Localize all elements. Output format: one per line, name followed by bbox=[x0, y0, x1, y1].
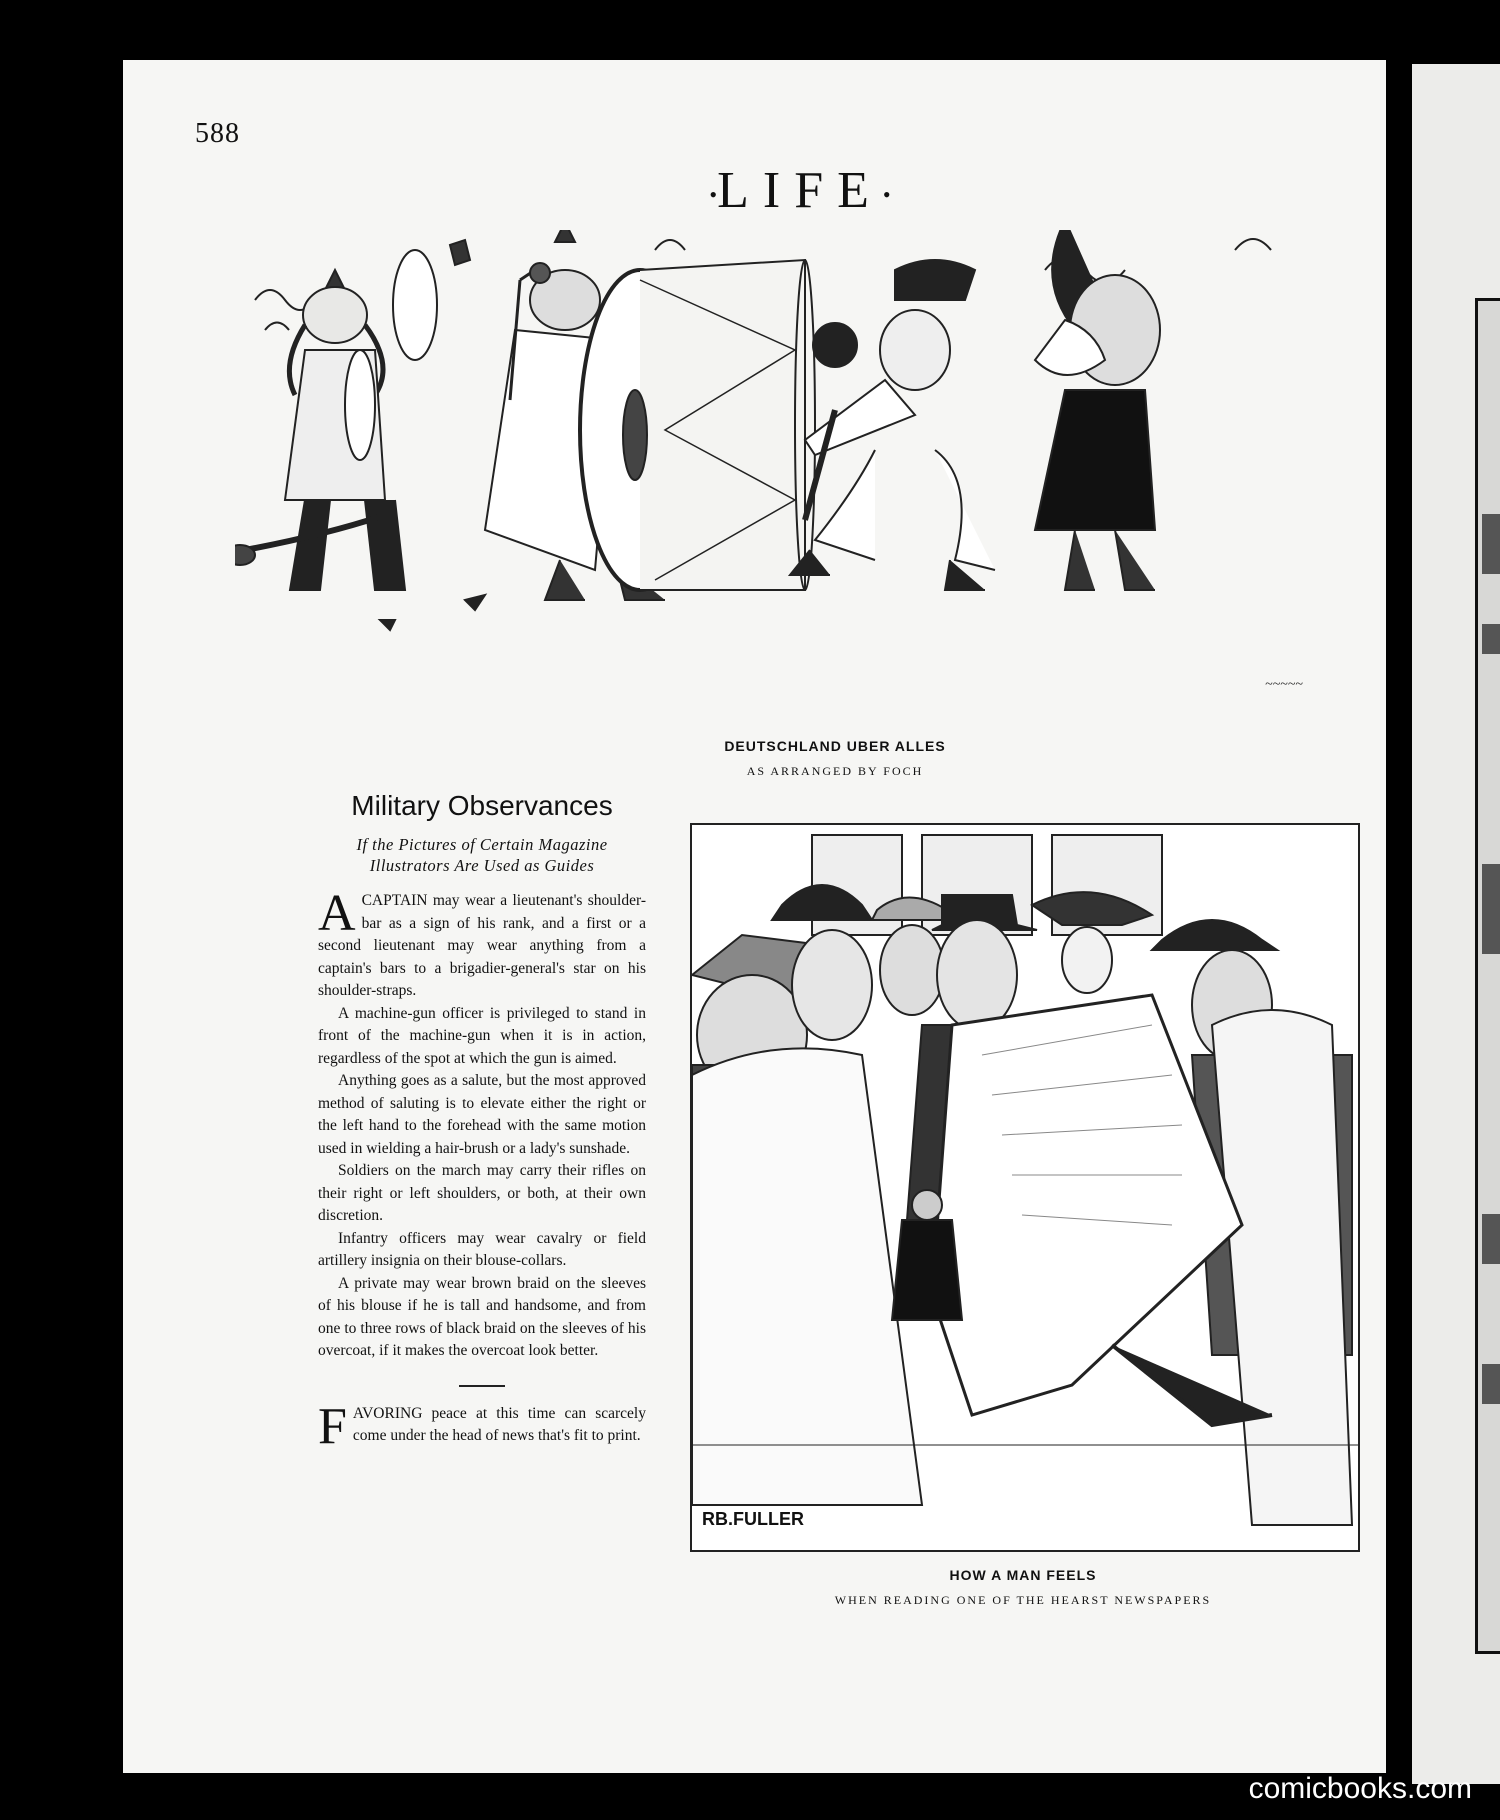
adjacent-page-edge bbox=[1412, 64, 1500, 1784]
page-number: 588 bbox=[195, 118, 240, 149]
article-dropcap: A bbox=[318, 885, 356, 942]
bottom-cartoon-caption-title: HOW A MAN FEELS bbox=[949, 1567, 1097, 1583]
bottom-cartoon-caption-subtitle: WHEN READING ONE OF THE HEARST NEWSPAPERS bbox=[834, 1593, 1212, 1607]
article-paragraph: Anything goes as a salute, but the most approved method of saluting is to elevate either the right or the left hand to the forehead with the same motion used in wielding a hair-brush or a lady's sunshade. bbox=[318, 1072, 646, 1157]
adjacent-page-illustration bbox=[1475, 298, 1500, 1654]
newspaper-cartoon-illustration bbox=[690, 823, 1360, 1552]
svg-text:~~~~~: ~~~~~ bbox=[1265, 677, 1303, 692]
article-paragraph: ACAPTAIN may wear a lieutenant's shoulder-bar as a sign of his rank, and a first or a second lieutenant may wear anything from a captain's bars to a brigadier-general's star on his shoulder-straps. bbox=[318, 885, 646, 999]
article-subtitle bbox=[318, 834, 646, 876]
article-subtitle-line-2: Illustrators Are Used as Guides bbox=[369, 856, 595, 875]
article-paragraph: Infantry officers may wear cavalry or field artillery insignia on their blouse-collars. bbox=[318, 1229, 646, 1269]
filler-paragraph: FAVORING peace at this time can scarcely come under the head of news that's fit to print. bbox=[318, 1397, 646, 1455]
article-military-observances bbox=[318, 790, 646, 1455]
watermark: comicbooks.com bbox=[1248, 1772, 1472, 1805]
cartoon-signature: RB.FULLER bbox=[702, 1509, 804, 1529]
article-paragraph: Soldiers on the march may carry their rifles on their right or left shoulders, or both, at their own discretion. bbox=[318, 1162, 646, 1224]
masthead-title: LIFE bbox=[717, 162, 883, 219]
top-cartoon-caption-subtitle: AS ARRANGED BY FOCH bbox=[746, 764, 924, 778]
band-cartoon-illustration bbox=[235, 230, 1385, 720]
section-divider bbox=[459, 1385, 505, 1387]
top-cartoon-caption-title: DEUTSCHLAND UBER ALLES bbox=[724, 738, 946, 754]
filler-dropcap: F bbox=[318, 1397, 347, 1455]
article-paragraph: A private may wear brown braid on the sleeves of his blouse if he is tall and handsome, and from one to three rows of black braid on the sleeves of his overcoat, if it makes the overcoat look better. bbox=[318, 1274, 646, 1359]
article-subtitle-line-1: If the Pictures of Certain Magazine bbox=[356, 835, 608, 854]
article-paragraph: A machine-gun officer is privileged to stand in front of the machine-gun when it is in action, regardless of the spot at which the gun is aimed. bbox=[318, 1004, 646, 1067]
article-title: Military Observances bbox=[351, 790, 613, 821]
masthead: •LIFE• bbox=[709, 162, 891, 219]
